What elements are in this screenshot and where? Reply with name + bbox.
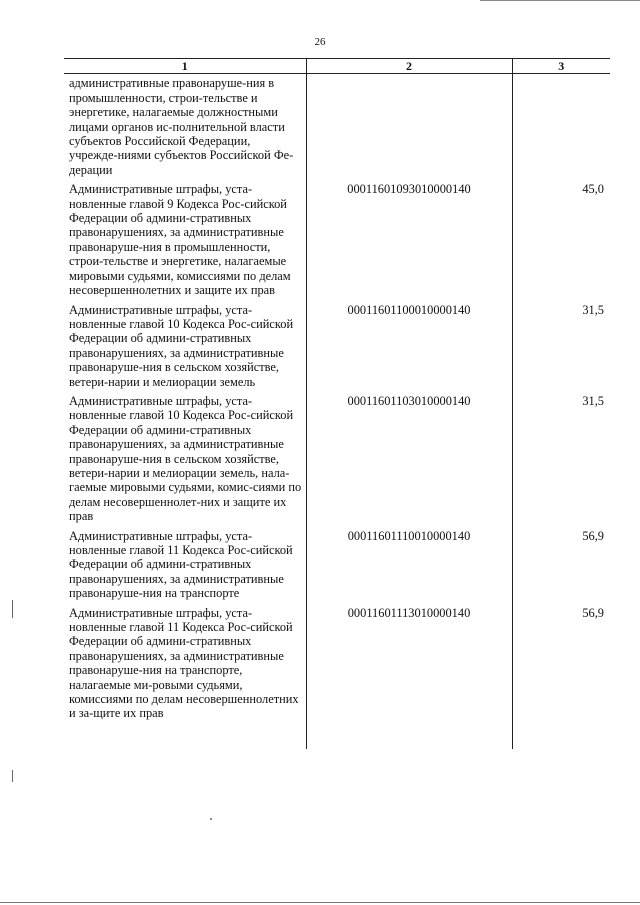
tail-cell-1 bbox=[64, 724, 306, 749]
continuation-code bbox=[306, 74, 512, 180]
table-header-row bbox=[64, 59, 610, 74]
row-amount: 31,5 bbox=[582, 393, 604, 408]
row-name: Административные штрафы, уста-новленные главой 11 Кодекса Рос-сийской Федерации об админи-стративных правонарушениях, за административные правонаруше-ния на транспорте bbox=[69, 528, 293, 601]
tail-cell-2 bbox=[306, 724, 512, 749]
scan-artifact-dot bbox=[210, 818, 212, 820]
table-tail bbox=[64, 724, 610, 749]
budget-table bbox=[64, 58, 610, 749]
row-name: Административные штрафы, уста-новленные главой 9 Кодекса Рос-сийской Федерации об админи-стративных правонарушениях, за административные правонаруше-ния в промышленности, строи-тельстве и энергетике, налагаемые мировыми судьями, комиссиями по делам несовершеннолетних и защите их прав bbox=[69, 182, 291, 298]
row-amount: 45,0 bbox=[582, 182, 604, 197]
row-name: Административные штрафы, уста-новленные главой 10 Кодекса Рос-сийской Федерации об админи-стративных правонарушениях, за административные правонаруше-ния в сельском хозяйстве, ветери-нарии и мелиорации земель bbox=[69, 302, 294, 389]
header-col-2: 2 bbox=[306, 59, 512, 74]
table-row bbox=[64, 604, 610, 724]
row-name: Административные штрафы, уста-новленные главой 10 Кодекса Рос-сийской Федерации об админи-стративных правонарушениях, за административные правонаруше-ния в сельском хозяйстве, ветери-нарии и мелиорации земель, нала-гаемые мировыми судьями, комис-сиями по делам несовершеннолет-них и защите их прав bbox=[69, 393, 302, 524]
row-amount: 31,5 bbox=[582, 302, 604, 317]
page-number: 26 bbox=[314, 36, 326, 48]
table-row bbox=[64, 301, 610, 392]
row-amount: 56,9 bbox=[582, 605, 604, 620]
row-code: 00011601093010000140 bbox=[306, 180, 512, 300]
tail-cell-3 bbox=[512, 724, 610, 749]
row-code: 00011601100010000140 bbox=[306, 301, 512, 392]
row-code: 00011601113010000140 bbox=[306, 604, 512, 724]
header-col-1: 1 bbox=[64, 59, 306, 74]
table-row bbox=[64, 527, 610, 604]
scan-artifact-mark bbox=[12, 770, 13, 782]
row-name: Административные штрафы, уста-новленные главой 11 Кодекса Рос-сийской Федерации об админи-стративных правонарушениях, за административные правонаруше-ния на транспорте, налагаемые ми-ровыми судьями, комиссиями по делам несовершеннолетних и за-щите их прав bbox=[69, 605, 299, 721]
row-code: 00011601110010000140 bbox=[306, 527, 512, 604]
row-amount: 56,9 bbox=[582, 528, 604, 543]
table-row bbox=[64, 392, 610, 527]
table-row-continuation bbox=[64, 74, 610, 180]
row-code: 00011601103010000140 bbox=[306, 392, 512, 527]
table-row bbox=[64, 180, 610, 300]
continuation-amount bbox=[512, 74, 610, 180]
scan-edge-top bbox=[480, 0, 640, 1]
scan-edge-bottom bbox=[0, 902, 640, 903]
header-col-3: 3 bbox=[512, 59, 610, 74]
continuation-name: административные правонаруше-ния в промышленности, строи-тельстве и энергетике, налагаемые должностными лицами органов ис-полнительной власти субъектов Российской Федерации, учрежде-ниями субъектов Российской Фе-дерации bbox=[69, 76, 294, 177]
scan-artifact-mark bbox=[12, 600, 13, 618]
